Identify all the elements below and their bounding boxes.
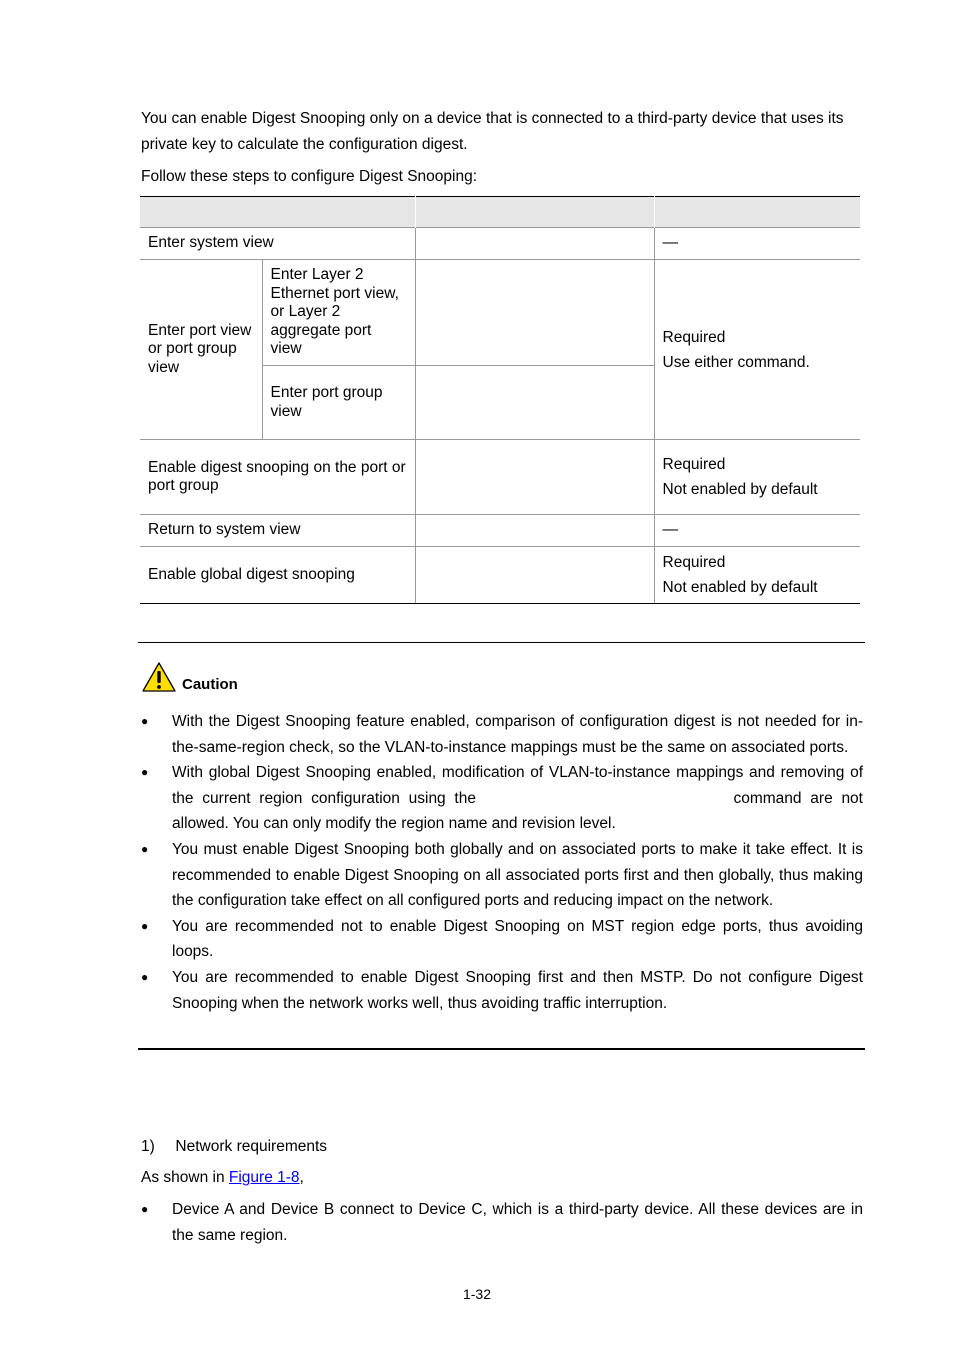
remarks-cell: —: [654, 515, 860, 547]
page-number: 1-32: [462, 1286, 492, 1302]
intro-line-2: private key to calculate the configuration digest.: [141, 136, 468, 153]
figure-reference: [141, 1165, 304, 1191]
warning-triangle-icon: [141, 661, 177, 693]
caution-text: With global Digest Snooping enabled, modification of VLAN-to-instance mappings and removing of the current region configuration using the: [172, 764, 863, 807]
list-item: [141, 709, 863, 760]
table-row: [140, 228, 860, 260]
caution-bottom-rule: [138, 1048, 865, 1050]
bullet-dot-icon: ●: [141, 918, 149, 933]
intro-line-1: You can enable Digest Snooping only on a device that is connected to a third-party device that uses its: [141, 110, 844, 127]
caution-text: You are recommended to enable Digest Snooping first and then MSTP. Do not configure Digest Snooping when the network works well, thus avoiding traffic interruption.: [172, 968, 863, 1012]
step-cell: Enter system view: [140, 228, 415, 260]
command-cell: [415, 366, 654, 440]
header-remarks: [654, 197, 860, 228]
command-cell: [415, 515, 654, 547]
header-operation: [140, 197, 415, 228]
steps-lead: Follow these steps to configure Digest Snooping:: [141, 168, 478, 185]
remarks-line: Not enabled by default: [662, 579, 818, 596]
figure-link[interactable]: Figure 1-8: [228, 1169, 300, 1186]
remarks-line: Not enabled by default: [662, 481, 818, 498]
caution-text: With the Digest Snooping feature enabled, comparison of configuration digest is not needed for in-the-same-region check, so the VLAN-to-instance mappings must be the same on associated ports.: [172, 713, 863, 756]
intro-paragraph: [141, 106, 863, 158]
command-cell: [415, 260, 654, 366]
step-cell: Enable global digest snooping: [140, 547, 415, 604]
config-table: [140, 196, 860, 604]
table-row: [140, 547, 860, 604]
remarks-line: Required: [662, 328, 726, 346]
remarks-line: Required: [662, 456, 726, 473]
table-row: [140, 515, 860, 547]
list-item: [141, 914, 863, 965]
reference-prefix: As shown in: [141, 1169, 229, 1186]
command-cell: [415, 547, 654, 604]
substep-cell: Enter port group view: [262, 366, 415, 440]
remarks-cell: —: [654, 228, 860, 260]
group-label-cell: Enter port view or port group view: [140, 260, 262, 440]
remarks-line: Required: [662, 554, 726, 571]
remarks-line: Use either command.: [662, 353, 810, 371]
command-cell: [415, 440, 654, 515]
caution-list: [141, 709, 863, 1016]
caution-text: You are recommended not to enable Digest Snooping on MST region edge ports, thus avoiding loops.: [172, 917, 863, 961]
list-item: [141, 965, 863, 1016]
list-item: [141, 1197, 863, 1248]
bullet-dot-icon: ●: [141, 765, 149, 780]
header-command: [415, 197, 654, 228]
caution-label: Caution: [182, 676, 238, 693]
list-item: [141, 760, 863, 837]
table-header-row: [140, 197, 860, 228]
list-item: [141, 837, 863, 914]
requirements-title: Network requirements: [175, 1138, 328, 1155]
table-row: [140, 260, 860, 366]
bullet-dot-icon: ●: [141, 1202, 149, 1216]
caution-top-rule: [138, 642, 865, 643]
requirements-number: 1): [141, 1138, 155, 1155]
substep-cell: Enter Layer 2 Ethernet port view, or Layer 2 aggregate port view: [262, 260, 415, 366]
remarks-cell: [654, 547, 860, 604]
requirements-list: [141, 1197, 863, 1248]
step-cell: Enable digest snooping on the port or port group: [140, 440, 415, 515]
requirement-text: Device A and Device B connect to Device C, which is a third-party device. All these devices are in the same region.: [172, 1201, 863, 1244]
remarks-cell: [654, 260, 860, 440]
step-cell: Return to system view: [140, 515, 415, 547]
bullet-dot-icon: ●: [141, 714, 149, 728]
table-row: [140, 440, 860, 515]
bullet-dot-icon: ●: [141, 969, 149, 984]
command-cell: [415, 228, 654, 260]
caution-text: You must enable Digest Snooping both globally and on associated ports to make it take effect. It is recommended to enable Digest Snooping on all associated ports first and then globally, thus making the configuration take effect on all configured ports and reducing impact on the network.: [172, 840, 863, 910]
reference-suffix: ,: [299, 1169, 304, 1186]
caution-text: command are not allowed. You can only modify the region name and revision level.: [172, 789, 863, 833]
bullet-dot-icon: ●: [141, 841, 149, 856]
requirements-heading: [141, 1134, 327, 1160]
remarks-cell: [654, 440, 860, 515]
